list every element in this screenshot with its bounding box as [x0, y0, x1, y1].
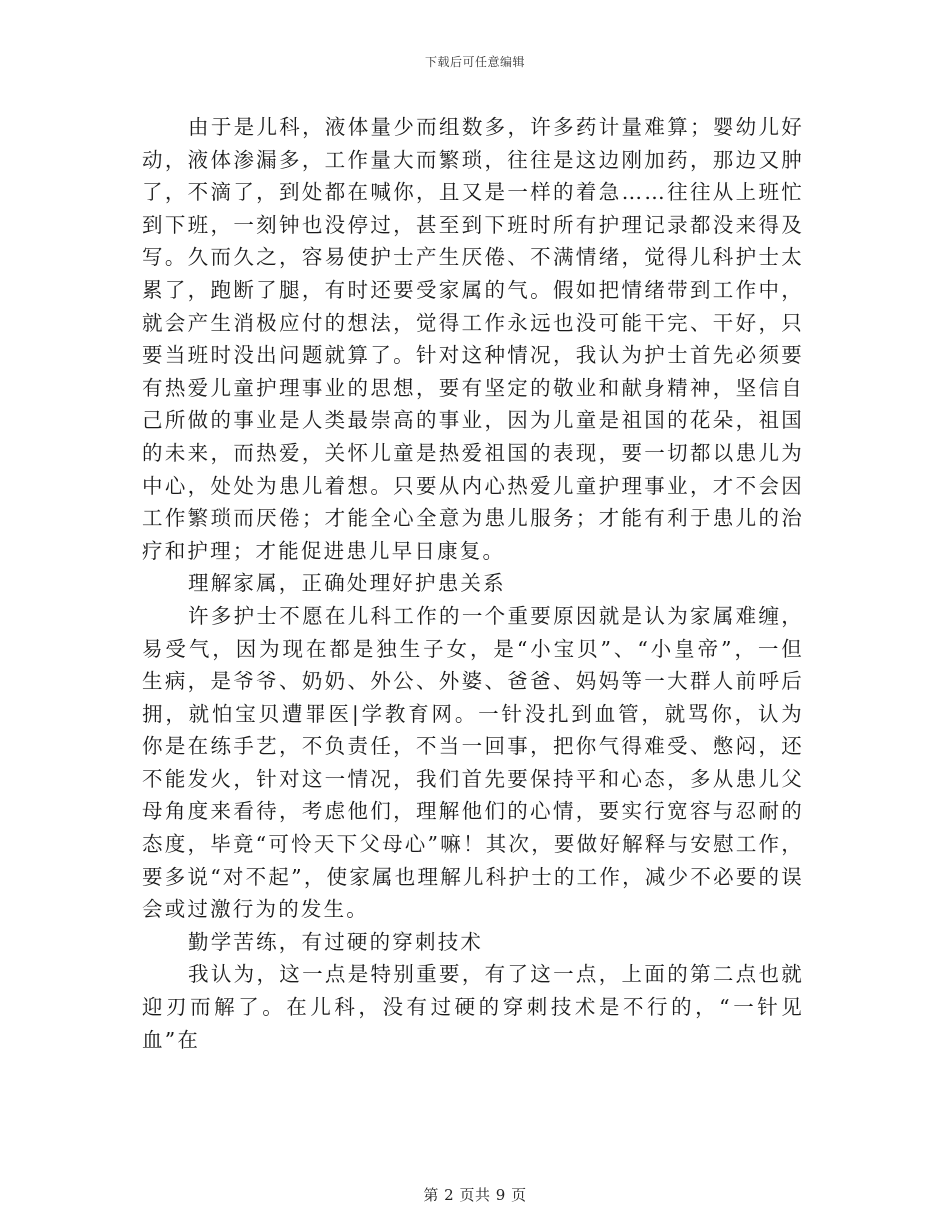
section-heading-family: 理解家属，正确处理好护患关系: [188, 571, 506, 596]
paragraph-technique: 我认为，这一点是特别重要，有了这一点，上面的第二点也就迎刃而解了。在儿科，没有过硬的穿刺技术是不行的，“一针见血”在: [142, 962, 804, 1052]
section-heading-technique: 勤学苦练，有过硬的穿刺技术: [188, 929, 484, 954]
paragraph-family: 许多护士不愿在儿科工作的一个重要原因就是认为家属难缠，易受气，因为现在都是独生子女，是“小宝贝”、“小皇帝”，一但生病，是爷爷、奶奶、外公、外婆、爸爸、妈妈等一大群人前呼后拥，就怕宝贝遭罪医|学教育网。一针没扎到血管，就骂你，认为你是在练手艺，不负责任，不当一回事，把你气得难受、憋闷，还不能发火，针对这一情况，我们首先要保持平和心态，多从患儿父母角度来看待，考虑他们，理解他们的心情，要实行宽容与忍耐的态度，毕竟“可怜天下父母心”嘛！其次，要做好解释与安慰工作，要多说“对不起”，使家属也理解儿科护士的工作，减少不必要的误会或过激行为的发生。: [142, 603, 804, 922]
page-header: 下载后可任意编辑: [424, 55, 525, 69]
document-body: [142, 111, 804, 1056]
page-number: 第 2 页共 9 页: [423, 1186, 527, 1204]
paragraph-workload: 由于是儿科，液体量少而组数多，许多药计量难算；婴幼儿好动，液体渗漏多，工作量大而繁琐，往往是这边刚加药，那边又肿了，不滴了，到处都在喊你，且又是一样的着急……往往从上班忙到下班，一刻钟也没停过，甚至到下班时所有护理记录都没来得及写。久而久之，容易使护士产生厌倦、不满情绪，觉得儿科护士太累了，跑断了腿，有时还要受家属的气。假如把情绪带到工作中，就会产生消极应付的想法，觉得工作永远也没可能干完、干好，只要当班时没出问题就算了。针对这种情况，我认为护士首先必须要有热爱儿童护理事业的思想，要有坚定的敬业和献身精神，坚信自己所做的事业是人类最崇高的事业，因为儿童是祖国的花朵，祖国的未来，而热爱，关怀儿童是热爱祖国的表现，要一切都以患儿为中心，处处为患儿着想。只要从内心热爱儿童护理事业，才不会因工作繁琐而厌倦；才能全心全意为患儿服务；才能有利于患儿的治疗和护理；才能促进患儿早日康复。: [142, 115, 804, 563]
